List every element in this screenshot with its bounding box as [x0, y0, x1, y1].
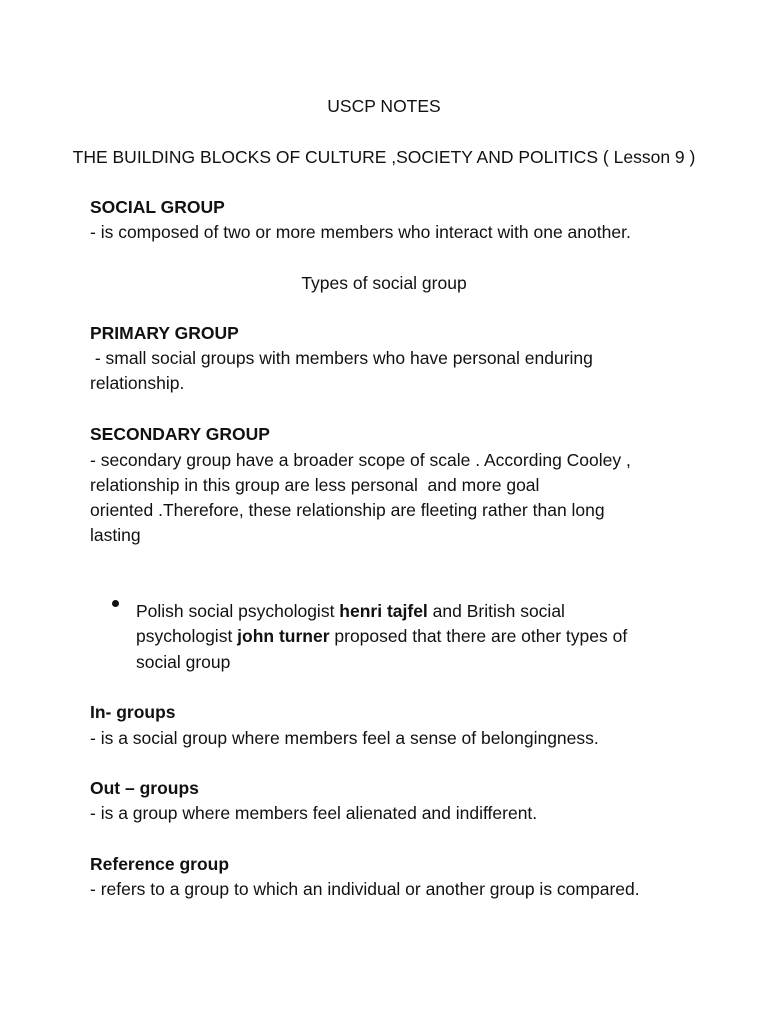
- bullet-text: and British social: [427, 601, 565, 621]
- types-heading: Types of social group: [301, 273, 467, 293]
- secondary-group-line-3: oriented .Therefore, these relationship are fleeting rather than long: [90, 500, 605, 520]
- secondary-group-line-4: lasting: [90, 525, 141, 545]
- bullet-text: Polish social psychologist: [136, 601, 340, 621]
- bullet-line-2: [136, 624, 627, 649]
- bullet-line-1: [136, 599, 565, 624]
- secondary-group-line-1: - secondary group have a broader scope of scale . According Cooley ,: [90, 450, 631, 470]
- out-groups-definition: - is a group where members feel alienated and indifferent.: [90, 803, 538, 823]
- out-groups-heading: Out – groups: [90, 778, 199, 798]
- social-group-definition: - is composed of two or more members who interact with one another.: [90, 222, 631, 242]
- social-group-heading: SOCIAL GROUP: [90, 197, 225, 217]
- bullet-name-turner: john turner: [237, 626, 330, 646]
- secondary-group-heading: SECONDARY GROUP: [90, 424, 270, 444]
- bullet-text: proposed that there are other types of: [329, 626, 628, 646]
- bullet-name-tajfel: henri tajfel: [339, 601, 428, 621]
- primary-group-line-2: relationship.: [90, 373, 185, 393]
- in-groups-heading: In- groups: [90, 702, 176, 722]
- bullet-dot-icon: [112, 600, 119, 607]
- in-groups-definition: - is a social group where members feel a sense of belongingness.: [90, 728, 599, 748]
- doc-title: USCP NOTES: [327, 96, 441, 116]
- reference-group-definition: - refers to a group to which an individual or another group is compared.: [90, 879, 640, 899]
- secondary-group-line-2: relationship in this group are less personal and more goal: [90, 475, 540, 495]
- bullet-line-3: social group: [136, 652, 231, 672]
- primary-group-line-1: - small social groups with members who have personal enduring: [90, 348, 593, 368]
- reference-group-heading: Reference group: [90, 854, 230, 874]
- doc-subtitle: THE BUILDING BLOCKS OF CULTURE ,SOCIETY AND POLITICS ( Lesson 9 ): [72, 147, 696, 167]
- primary-group-heading: PRIMARY GROUP: [90, 323, 239, 343]
- bullet-text: psychologist: [136, 626, 238, 646]
